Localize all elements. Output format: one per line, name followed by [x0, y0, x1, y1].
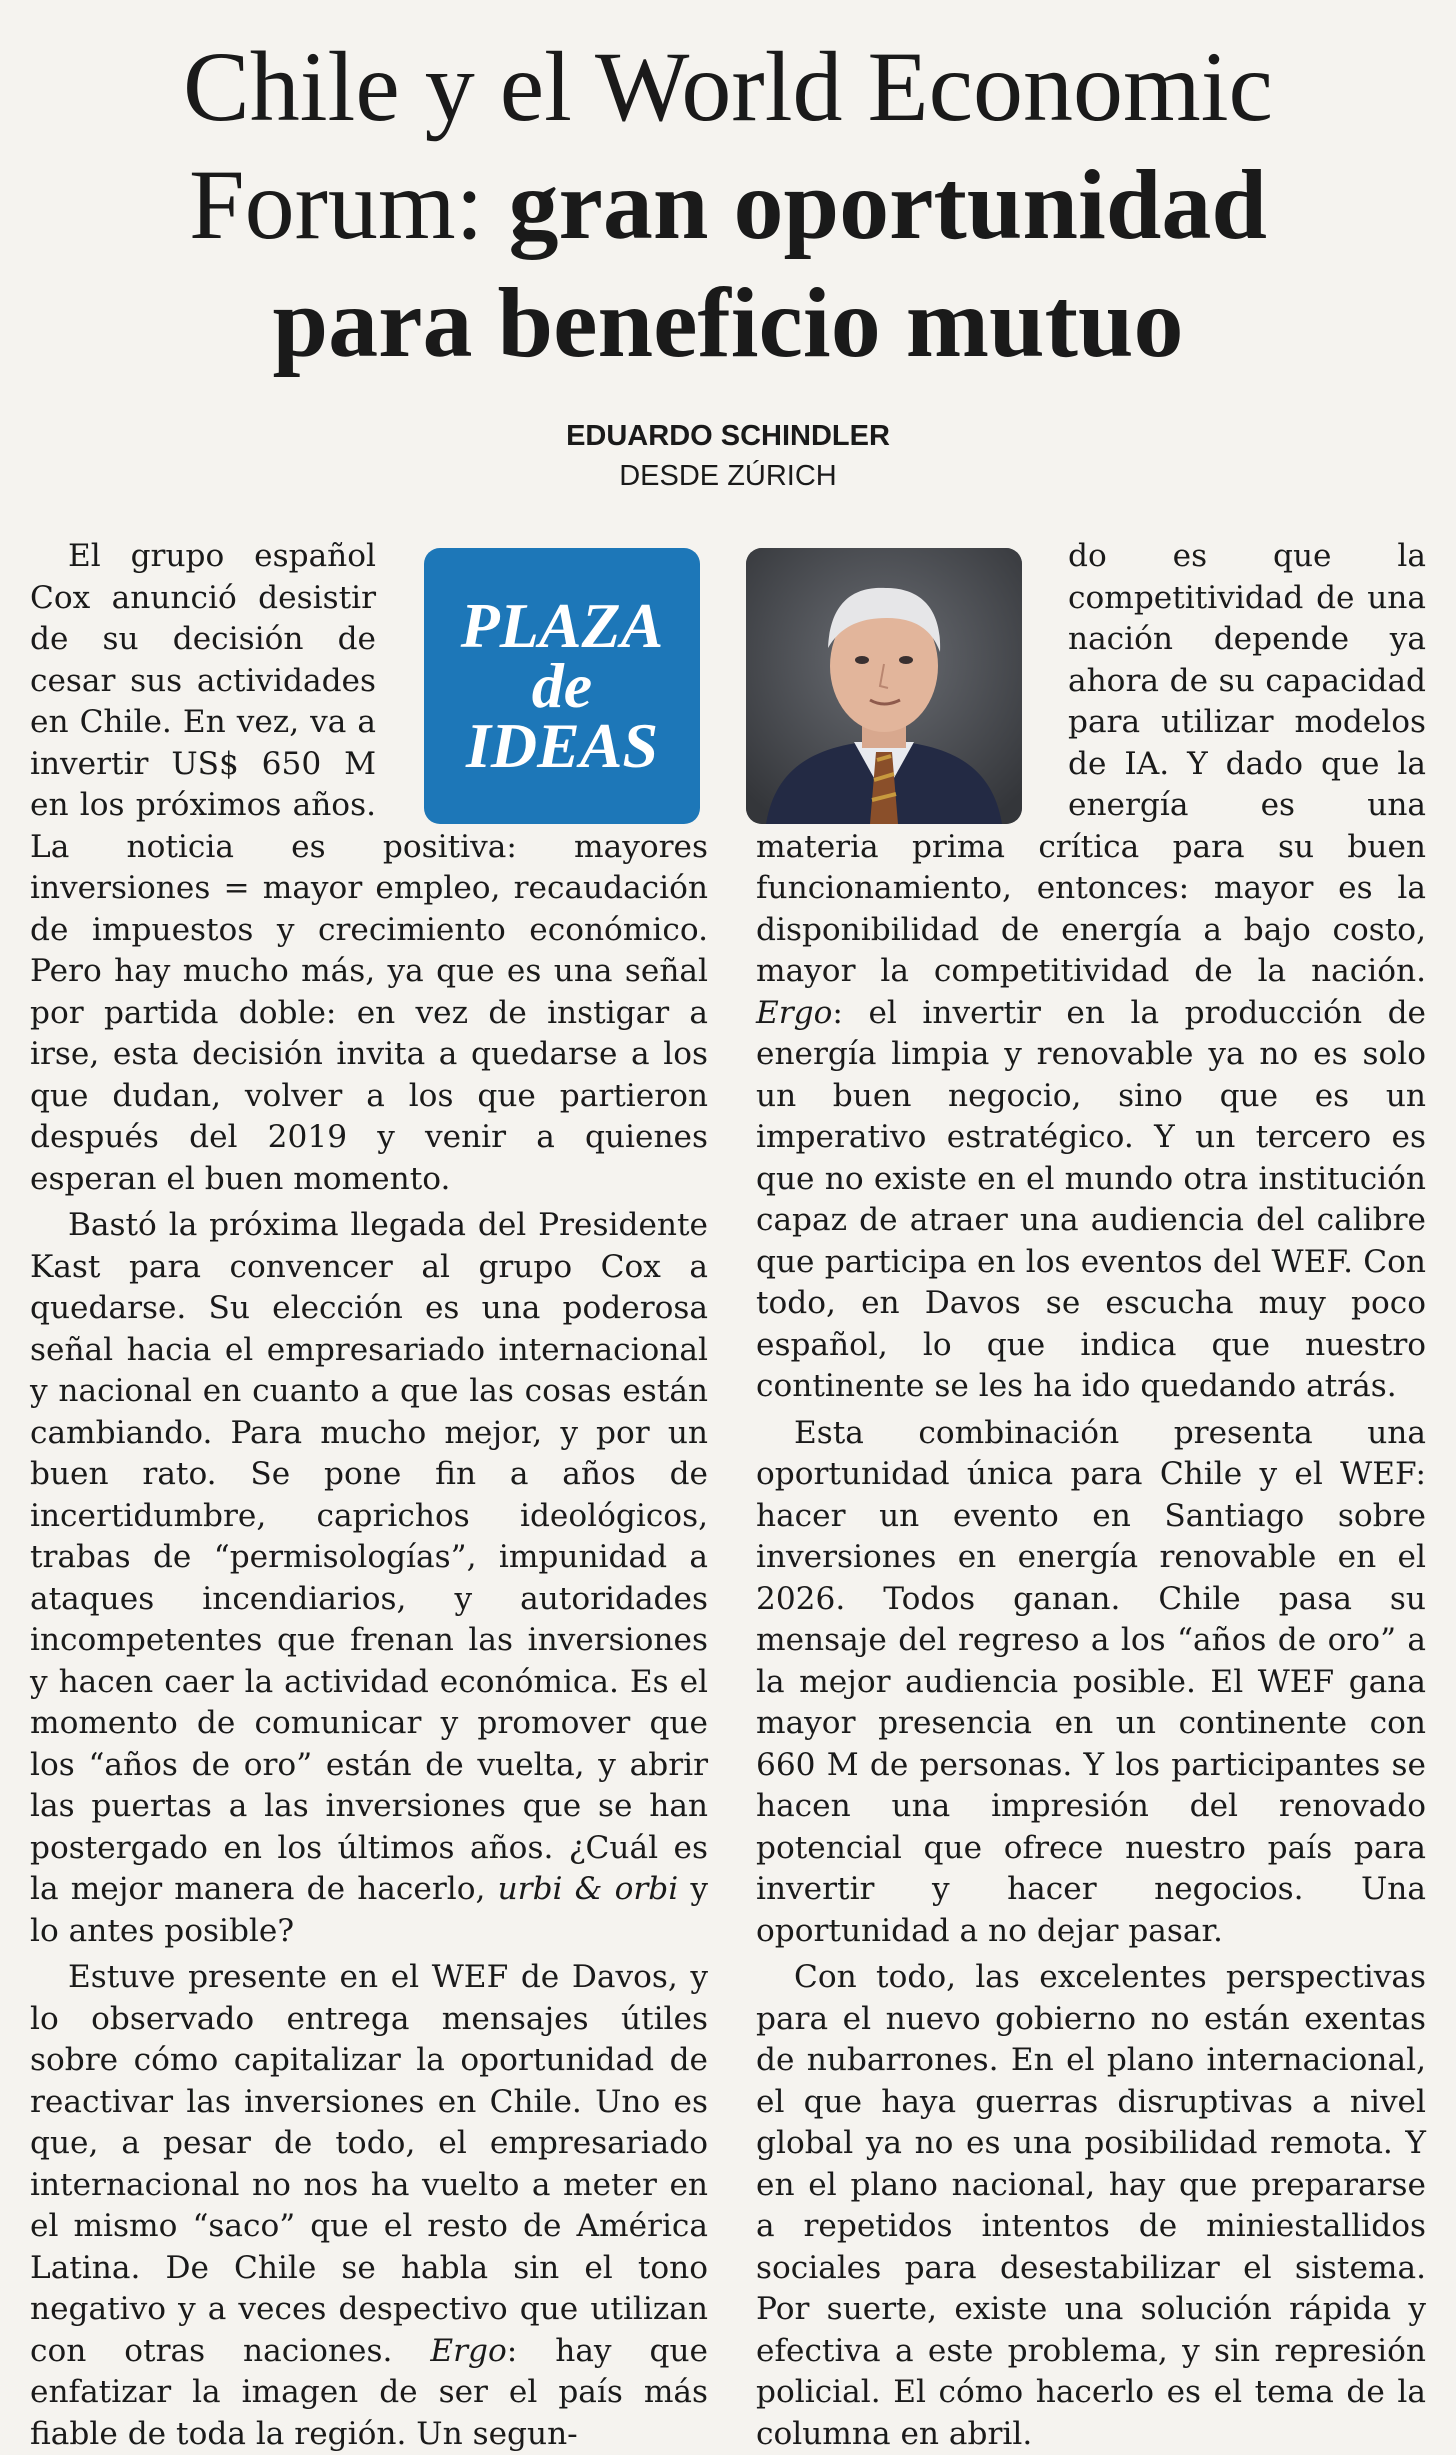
float-spacer	[756, 536, 1054, 824]
float-spacer	[390, 536, 708, 824]
paragraph	[30, 536, 708, 1200]
article-column-right	[756, 536, 1426, 2455]
paragraph-text: Estuve presente en el WEF de Davos, y lo observado entrega mensajes útiles sobre cómo capitalizar la oportunidad de reactivar las inversiones en Chile. Uno es que, a pesar de todo, el empresariado internacional no nos ha vuelto a meter en el mismo “saco” que el resto de América Latina. De Chile se habla sin el tono negativo y a veces despectivo que utilizan con otras naciones.	[30, 1959, 708, 2369]
paragraph	[30, 1205, 708, 1952]
italic-word: Ergo	[756, 994, 833, 1031]
italic-word: Ergo	[430, 2332, 507, 2369]
author-name: EDUARDO SCHINDLER	[566, 420, 890, 452]
paragraph-text: do es que la competitividad de una nación depende ya ahora de su capacidad para utilizar modelos de IA. Y dado que la energía es una materia prima crítica para su buen funcionamiento, entonces: mayor es la disponibilidad de energía a bajo costo, mayor la competitividad de la nación.	[756, 538, 1426, 989]
paragraph-text: Esta combinación presenta una oportunidad única para Chile y el WEF: hacer un evento en Santiago sobre inversiones en energía renovable en el 2026. Todos ganan. Chile pasa su mensaje del regreso a los “años de oro” a la mejor audiencia posible. El WEF gana mayor presencia en un continente con 660 M de personas. Y los participantes se hacen una impresión del renovado potencial que ofrece nuestro país para invertir y hacer negocios. Una oportunidad a no dejar pasar.	[756, 1414, 1426, 1949]
paragraph-text: : hay que enfatizar la imagen de ser el país más fiable de toda la región. Un segun-	[30, 2332, 708, 2452]
section-label-line-2: de	[531, 650, 593, 721]
paragraph-text: El grupo español Cox anunció desistir de su decisión de cesar sus actividades en Chile. En vez, va a invertir US$ 650 M en los próximos años. La noticia es positiva: mayores inversiones = mayor empleo, recaudación de impuestos y crecimiento económico. Pero hay mucho más, ya que es una señal por partida doble: en vez de instigar a irse, esta decisión invita a quedarse a los que dudan, volver a los que partieron después del 2019 y venir a quienes esperan el buen momento.	[30, 538, 708, 1197]
paragraph	[756, 1413, 1426, 1953]
paragraph	[756, 536, 1426, 1408]
paragraph-text: Con todo, las excelentes perspectivas para el nuevo gobierno no están exentas de nubarrones. En el plano internacional, el que haya guerras disruptivas a nivel global ya no es una posibilidad remota. Y en el plano nacional, hay que prepararse a repetidos intentos de miniestallidos sociales para desestabilizar el sistema. Por suerte, existe una solución rápida y efectiva a este problema, y sin represión policial. El cómo hacerlo es el tema de la columna en abril.	[756, 1959, 1426, 2452]
headline	[40, 28, 1416, 382]
italic-phrase: urbi & orbi	[497, 1871, 679, 1907]
byline	[0, 416, 1456, 496]
headline-line-1: Chile y el World Economic	[183, 31, 1273, 142]
paragraph-text: : el invertir en la producción de energía limpia y renovable ya no es solo un buen negocio, sino que es un imperativo estratégico. Y un tercero es que no existe en el mundo otra institución capaz de atraer una audiencia del calibre que participa en los eventos del WEF. Con todo, en Davos se escucha muy poco español, lo que indica que nuestro continente se les ha ido quedando atrás.	[756, 994, 1426, 1404]
paragraph-text: y lo antes posible?	[30, 1871, 709, 1949]
section-label-line-1: PLAZA	[460, 590, 664, 661]
section-label-line-3: IDEAS	[465, 710, 659, 781]
headline-line-2-light: Forum:	[188, 149, 484, 260]
dateline: DESDE ZÚRICH	[619, 460, 837, 492]
paragraph-text: Bastó la próxima llegada del Presidente Kast para convencer al grupo Cox a quedarse. Su elección es una poderosa señal hacia el empresariado internacional y nacional en cuanto a que las cosas están cambiando. Para mucho mejor, y por un buen rato. Se pone fin a años de incertidumbre, caprichos ideológicos, trabas de “permisologías”, impunidad a ataques incendiarios, y autoridades incompetentes que frenan las inversiones y hacen caer la actividad económica. Es el momento de comunicar y promover que los “años de oro” están de vuelta, y abrir las puertas a las inversiones que se han postergado en los últimos años. ¿Cuál es la mejor manera de hacerlo,	[30, 1207, 708, 1907]
paragraph	[30, 1957, 708, 2455]
headline-line-2-bold: gran oportunidad	[508, 149, 1268, 260]
paragraph	[756, 1957, 1426, 2455]
article-column-left	[30, 536, 708, 2455]
headline-line-3: para beneficio mutuo	[272, 267, 1184, 378]
